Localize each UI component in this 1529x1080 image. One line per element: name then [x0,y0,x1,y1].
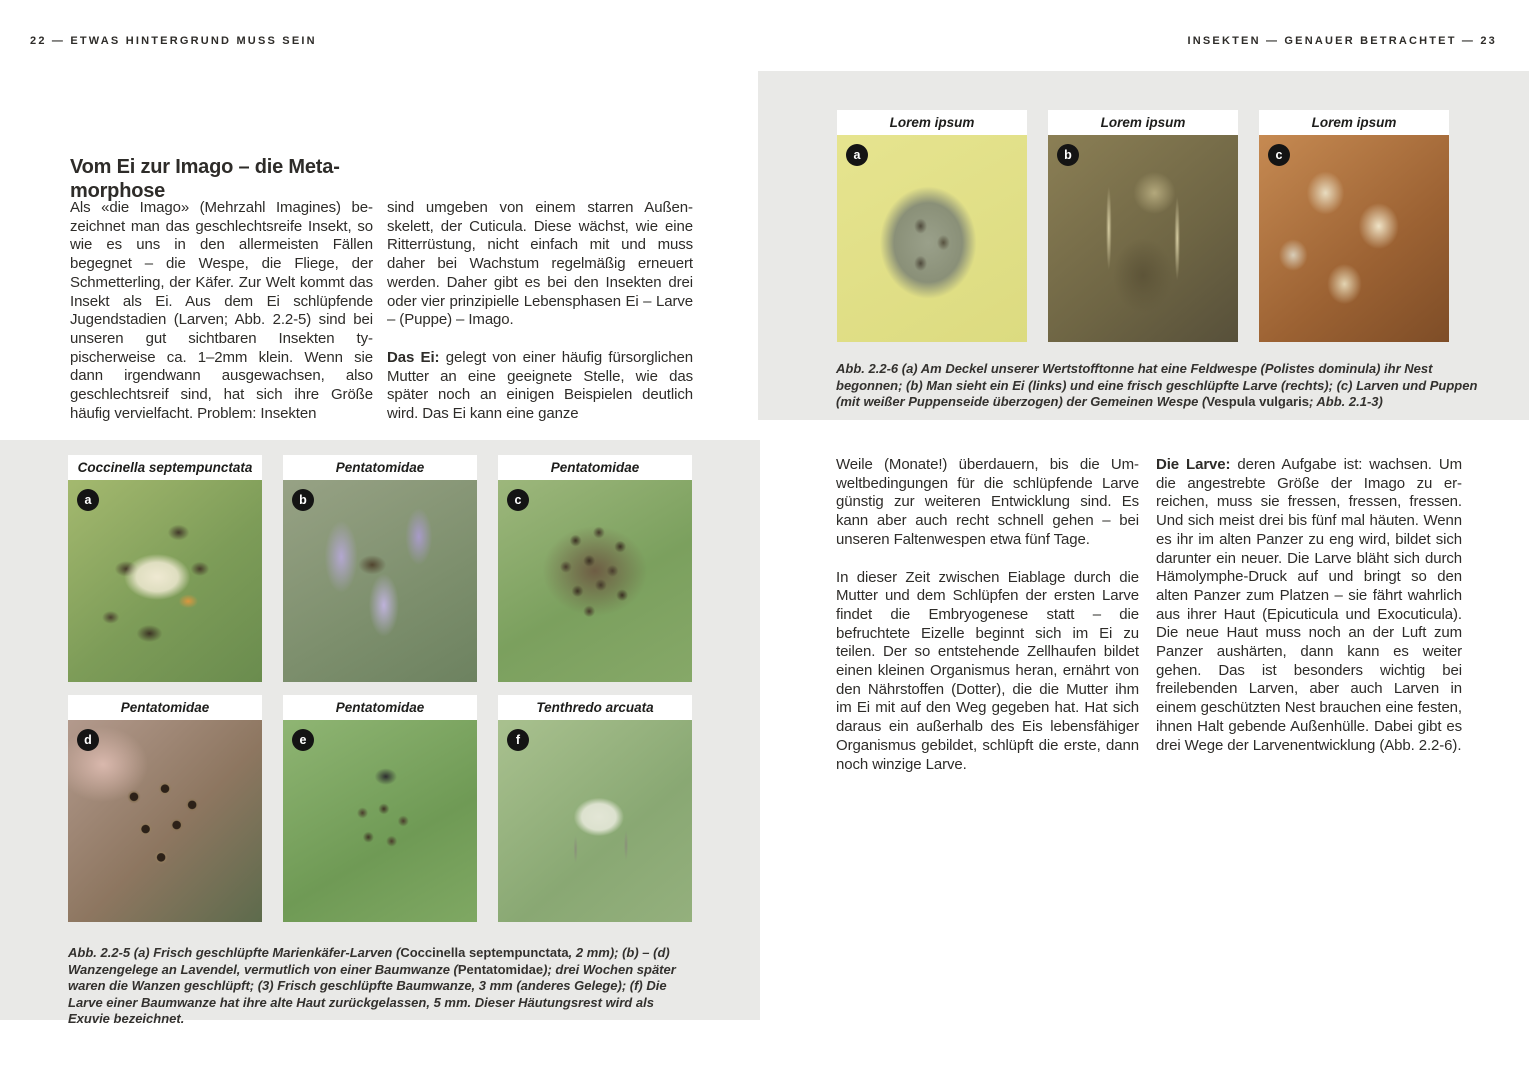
photo-eggs-on-lavender [283,480,477,682]
figure-label: Lorem ipsum [1259,110,1449,135]
paragraph-text: deren Aufgabe ist: wachsen. Um die angestrebte Größe der Imago zu erreichen, muss sie fressen, fressen, fressen. Und sich meist drei bis fünf mal häuten. Wenn es ihr im alten Panzer zu eng wird, bildet sich darunter ein neuer. Die Larve bläht sich durch Hämolymphe-Druck auf und bringt so den alten Panzer zum Platzen – sie fährt wahrlich aus ihrer Haut (Epicuticula und Exocuticula). Die neue Haut muss noch an der Luft zum Panzer aushärten, dann kann es weiter gehen. Das ist besonders wichtig bei freilebenden Larven, aber auch Larven in einem geschützten Nest brauchen eine festen, ihnen Halt gebende Außenhülle. Dabei gibt es drei Wege der Larvenentwicklung (Abb. 2.2-6). [1156,456,1462,754]
caption-text: , 2 mm); (b) – (d) Wanzengelege an Lavendel, vermutlich von einer Baumwanze ( [68,945,670,977]
letter-badge: d [77,729,99,751]
body-paragraph [387,349,693,424]
figure-panel-abb-2-2-5 [0,440,760,1026]
figure-b [283,455,477,682]
species-name: Vespula vulgaris [1206,394,1309,409]
letter-badge: b [292,489,314,511]
figure-e [283,695,477,922]
section-heading: Vom Ei zur Imago – die Metamorphose [70,156,340,203]
figure-caption-abb-2-2-6 [836,361,1492,411]
figure-label: Coccinella septempunctata [68,455,262,480]
paragraph-lead: Das Ei: [387,348,440,366]
caption-text: ); drei Wochen später waren die Wanzen geschlüpft; (3) Frisch geschlüpfte Baumwanze, 3 mm (anderes Gelege); (f) Die Larve einer Baumwanze hat ihre alte Haut zurückgelassen, 5 mm. Dieser Häutungsrest wird als Exuvie bezeichnet. [68,961,676,1026]
paragraph-text: gelegt von einer häufig fürsorglichen Mutter an eine geeignete Stelle, wie das später noch an einigen Beispielen deutlich wird. Das Ei kann eine ganze [387,348,693,423]
figure-label: Lorem ipsum [837,110,1027,135]
body-paragraph: sind umgeben von einem starren Außenskelett, der Cuticula. Diese wächst, wie eine Ritterrüstung, nicht einfach mit und muss daher bei Wachstum regelmäßig erneuert werden. Daher gibt es bei den Insekten drei oder vier prinzipielle Lebensphasen Ei – Larve – (Puppe) – Imago. [387,199,693,329]
letter-badge: f [507,729,529,751]
running-head-right: INSEKTEN — GENAUER BETRACHTET — 23 [1187,35,1497,47]
photo-egg-and-larva-in-cell [1048,135,1238,342]
figure-d [68,695,262,922]
figure-label: Pentatomidae [283,695,477,720]
caption-text: Abb. 2.2-6 (a) Am Deckel unserer Wertstofftonne hat eine Feldwespe (Polistes dominula) ihr Nest begonnen; (b) Man sieht ein Ei (links) und eine frisch geschlüpfte Larve (rechts); (c) Larven und Puppen (mit weißer Puppenseide überzogen) der Gemeinen Wespe ( [836,361,1478,409]
figure-f [498,695,692,922]
photo-hatched-bug-on-leaf [283,720,477,922]
running-head-left: 22 — ETWAS HINTERGRUND MUSS SEIN [30,35,317,47]
right-page-column-1 [836,456,1139,774]
figure-a [837,110,1027,342]
figure-label: Pentatomidae [283,455,477,480]
left-page-column-1 [70,199,373,423]
species-name: Pentatomidae [457,961,544,977]
photo-egg-cluster [498,480,692,682]
figure-c [498,455,692,682]
figure-c [1259,110,1449,342]
figure-label: Tenthredo arcuata [498,695,692,720]
caption-text: Abb. 2.2-5 (a) Frisch geschlüpfte Marienkäfer-Larven ( [68,945,401,960]
photo-wasp-nest-start [837,135,1027,342]
letter-badge: c [507,489,529,511]
body-paragraph: Weile (Monate!) überdauern, bis die Umweltbedingungen für die schlüpfende Larve günstig zur weiteren Entwicklung sind. Es kann aber auch recht schnell gehen – bei unseren Faltenwespen etwa fünf Tage. [836,456,1139,548]
figure-panel-abb-2-2-6 [758,71,1529,420]
photo-ladybird-larvae [68,480,262,682]
figure-label: Pentatomidae [68,695,262,720]
photo-hatched-eggshells [68,720,262,922]
letter-badge: b [1057,144,1079,166]
figure-a [68,455,262,682]
caption-text: ; Abb. 2.1-3) [1308,394,1383,409]
photo-exuvia [498,720,692,922]
body-paragraph [1156,456,1462,755]
figure-label: Lorem ipsum [1048,110,1238,135]
letter-badge: e [292,729,314,751]
species-name: Coccinella septempunctata [400,945,569,960]
letter-badge: a [846,144,868,166]
figure-label: Pentatomidae [498,455,692,480]
right-page-column-2 [1156,456,1462,755]
body-paragraph: In dieser Zeit zwischen Eiablage durch die Mutter und dem Schlüpfen der ersten Larve findet die Embryogenese statt – die befruchtete Eizelle beginnt sich im Ei zu teilen. Der so entstehende Zellhaufen bildet einen kleinen Organismus heran, ernährt von den Nährstoffen (Dotter), die die Mutter ihm im Ei mit auf den Weg gegeben hat. Hat sich daraus ein außerhalb des Eis lebensfähiger Organismus gebildet, schlüpft die erste, dann noch winzige Larve. [836,568,1139,773]
body-paragraph: Als «die Imago» (Mehrzahl Imagines) bezeichnet man das geschlechtsreife Insekt, so wie es uns in den allermeisten Fällen begegnet – die Wespe, die Fliege, der Schmetterling, der Käfer. Zur Welt kommt das Insekt als Ei. Aus dem Ei schlüpfende Jugendstadien (Larven; Abb. 2.2-5) sind bei unseren gut sichtbaren Insekten typischerweise ca. 1–2mm klein. Wenn sie dann irgendwann ausgewachsen, also geschlechtsreif sind, hat sich ihre Größe häufig vervielfacht. Problem: Insekten [70,199,373,422]
figure-caption-abb-2-2-5 [68,945,692,1028]
paragraph-lead: Die Larve: [1156,456,1231,473]
figure-b [1048,110,1238,342]
photo-larvae-and-pupae [1259,135,1449,342]
letter-badge: c [1268,144,1290,166]
left-page-column-2 [387,199,693,424]
letter-badge: a [77,489,99,511]
